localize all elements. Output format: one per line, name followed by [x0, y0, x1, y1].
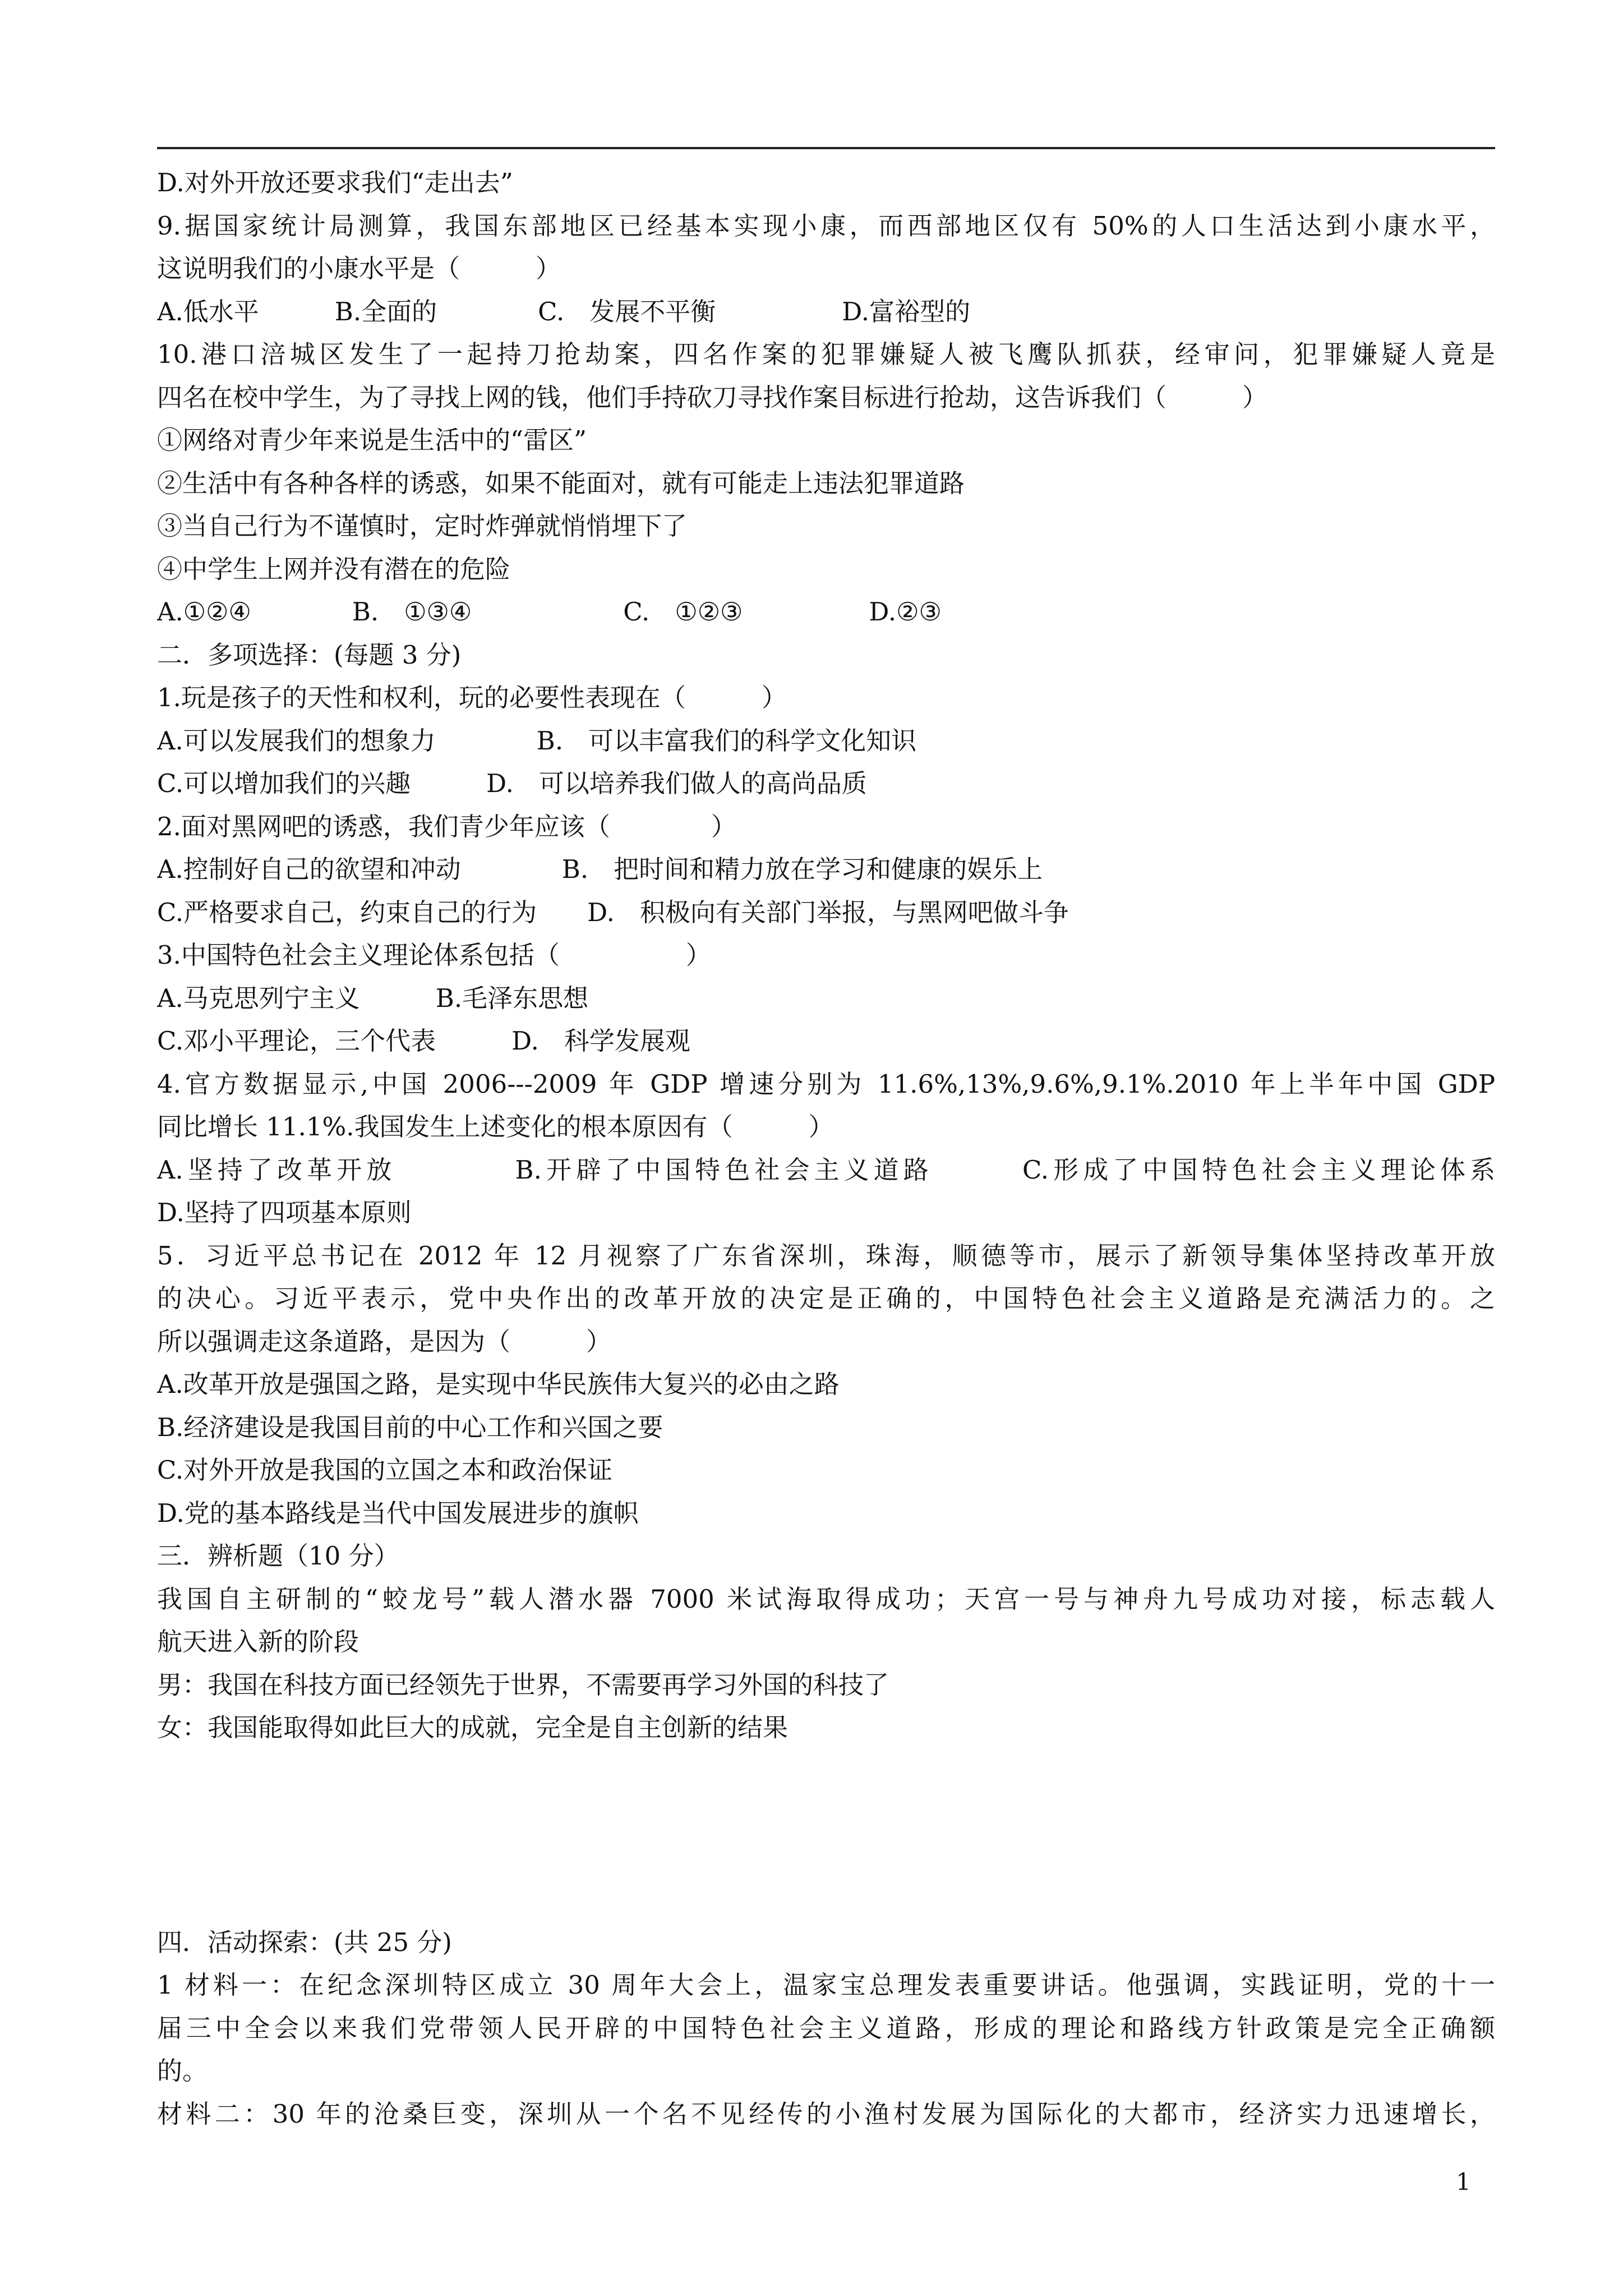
section-3-heading: 三．辨析题（10 分）	[157, 1541, 399, 1571]
answer-space-gap	[157, 1878, 1495, 1921]
mc-question-4-line-2: 同比增长 11.1%.我国发生上述变化的根本原因有（ ）	[157, 1112, 834, 1142]
question-10-statement-1: ①网络对青少年来说是生活中的“雷区”	[157, 425, 587, 455]
header-rule	[157, 147, 1495, 149]
mc-question-2-options-cd: C.严格要求自己，约束自己的行为 D. 积极向有关部门举报，与黑网吧做斗争	[157, 897, 1069, 927]
answer-space-gap	[157, 1750, 1495, 1793]
mc-question-5-line-1: 5．习近平总书记在 2012 年 12 月视察了广东省深圳，珠海，顺德等市，展示了新领导集体坚持改革开放	[157, 1240, 1495, 1271]
mc-question-4-line-1: 4.官方数据显示,中国 2006---2009 年 GDP 增速分别为 11.6%,13%,9.6%,9.1%.2010 年上半年中国 GDP	[157, 1069, 1495, 1099]
mc-question-4-options-abc: A.坚持了改革开放 B.开辟了中国特色社会主义道路 C.形成了中国特色社会主义理论体系	[157, 1154, 1495, 1185]
question-10-statement-3: ③当自己行为不谨慎时，定时炸弹就悄悄埋下了	[157, 511, 688, 541]
mc-question-1-options-cd: C.可以增加我们的兴趣 D. 可以培养我们做人的高尚品质	[157, 769, 867, 798]
question-9-options: A.低水平 B.全面的 C. 发展不平衡 D.富裕型的	[157, 296, 971, 326]
mc-question-3-options-ab: A.马克思列宁主义 B.毛泽东思想	[157, 983, 589, 1013]
question-9-line-2: 这说明我们的小康水平是（ ）	[157, 254, 561, 283]
mc-question-3-options-cd: C.邓小平理论，三个代表 D. 科学发展观	[157, 1026, 690, 1056]
question-10-line-1: 10.港口涪城区发生了一起持刀抢劫案，四名作案的犯罪嫌疑人被飞鹰队抓获，经审问，犯罪嫌疑人竟是	[157, 339, 1495, 369]
activity-material-1-line-3: 的。	[157, 2056, 208, 2086]
mc-question-3: 3.中国特色社会主义理论体系包括（ ）	[157, 940, 711, 970]
question-9-line-1: 9.据国家统计局测算，我国东部地区已经基本实现小康，而西部地区仅有 50%的人口生活达到小康水平，	[157, 210, 1495, 241]
mc-question-5-line-3: 所以强调走这条道路，是因为（ ）	[157, 1326, 612, 1356]
question-10-statement-2: ②生活中有各种各样的诱惑，如果不能面对，就有可能走上违法犯罪道路	[157, 468, 965, 498]
mc-question-1: 1.玩是孩子的天性和权利，玩的必要性表现在（ ）	[157, 683, 787, 712]
activity-material-2-line-1: 材料二：30 年的沧桑巨变，深圳从一个名不见经传的小渔村发展为国际化的大都市，经济实力迅速增长，	[157, 2099, 1495, 2129]
analysis-male-view: 男：我国在科技方面已经领先于世界，不需要再学习外国的科技了	[157, 1669, 889, 1700]
mc-question-5-option-a: A.改革开放是强国之路，是实现中华民族伟大复兴的必由之路	[157, 1369, 840, 1399]
question-10-line-2: 四名在校中学生，为了寻找上网的钱，他们手持砍刀寻找作案目标进行抢劫，这告诉我们（ ）	[157, 382, 1268, 412]
section-2-heading: 二．多项选择：(每题 3 分)	[157, 639, 462, 670]
option-d-line: D.对外开放还要求我们“走出去”	[157, 168, 513, 197]
document-body	[157, 162, 1495, 2136]
section-4-heading: 四．活动探索：(共 25 分)	[157, 1927, 452, 1957]
page-number: 1	[1456, 2168, 1471, 2196]
activity-material-1-line-1: 1 材料一：在纪念深圳特区成立 30 周年大会上，温家宝总理发表重要讲话。他强调，实践证明，党的十一	[157, 1970, 1495, 2000]
activity-material-1-line-2: 届三中全会以来我们党带领人民开辟的中国特色社会主义道路，形成的理论和路线方针政策是完全正确额	[157, 2013, 1495, 2043]
mc-question-1-options-ab: A.可以发展我们的想象力 B. 可以丰富我们的科学文化知识	[157, 725, 917, 756]
question-10-statement-4: ④中学生上网并没有潜在的危险	[157, 554, 511, 584]
answer-space-gap	[157, 1792, 1495, 1835]
analysis-material-line-2: 航天进入新的阶段	[157, 1627, 359, 1657]
answer-space-gap	[157, 1835, 1495, 1879]
question-10-options: A.①②④ B. ①③④ C. ①②③ D.②③	[157, 597, 942, 627]
mc-question-2-options-ab: A.控制好自己的欲望和冲动 B. 把时间和精力放在学习和健康的娱乐上	[157, 854, 1043, 884]
mc-question-4-option-d: D.坚持了四项基本原则	[157, 1198, 412, 1227]
analysis-female-view: 女：我国能取得如此巨大的成就，完全是自主创新的结果	[157, 1713, 789, 1742]
analysis-material-line-1: 我国自主研制的“蛟龙号”载人潜水器 7000 米试海取得成功；天宫一号与神舟九号成功对接，标志载人	[157, 1584, 1495, 1614]
mc-question-5-option-c: C.对外开放是我国的立国之本和政治保证	[157, 1455, 613, 1485]
mc-question-5-option-b: B.经济建设是我国目前的中心工作和兴国之要	[157, 1412, 663, 1442]
mc-question-2: 2.面对黑网吧的诱惑，我们青少年应该（ ）	[157, 811, 736, 841]
mc-question-5-option-d: D.党的基本路线是当代中国发展进步的旗帜	[157, 1498, 639, 1528]
mc-question-5-line-2: 的决心。习近平表示，党中央作出的改革开放的决定是正确的，中国特色社会主义道路是充满活力的。之	[157, 1283, 1495, 1313]
